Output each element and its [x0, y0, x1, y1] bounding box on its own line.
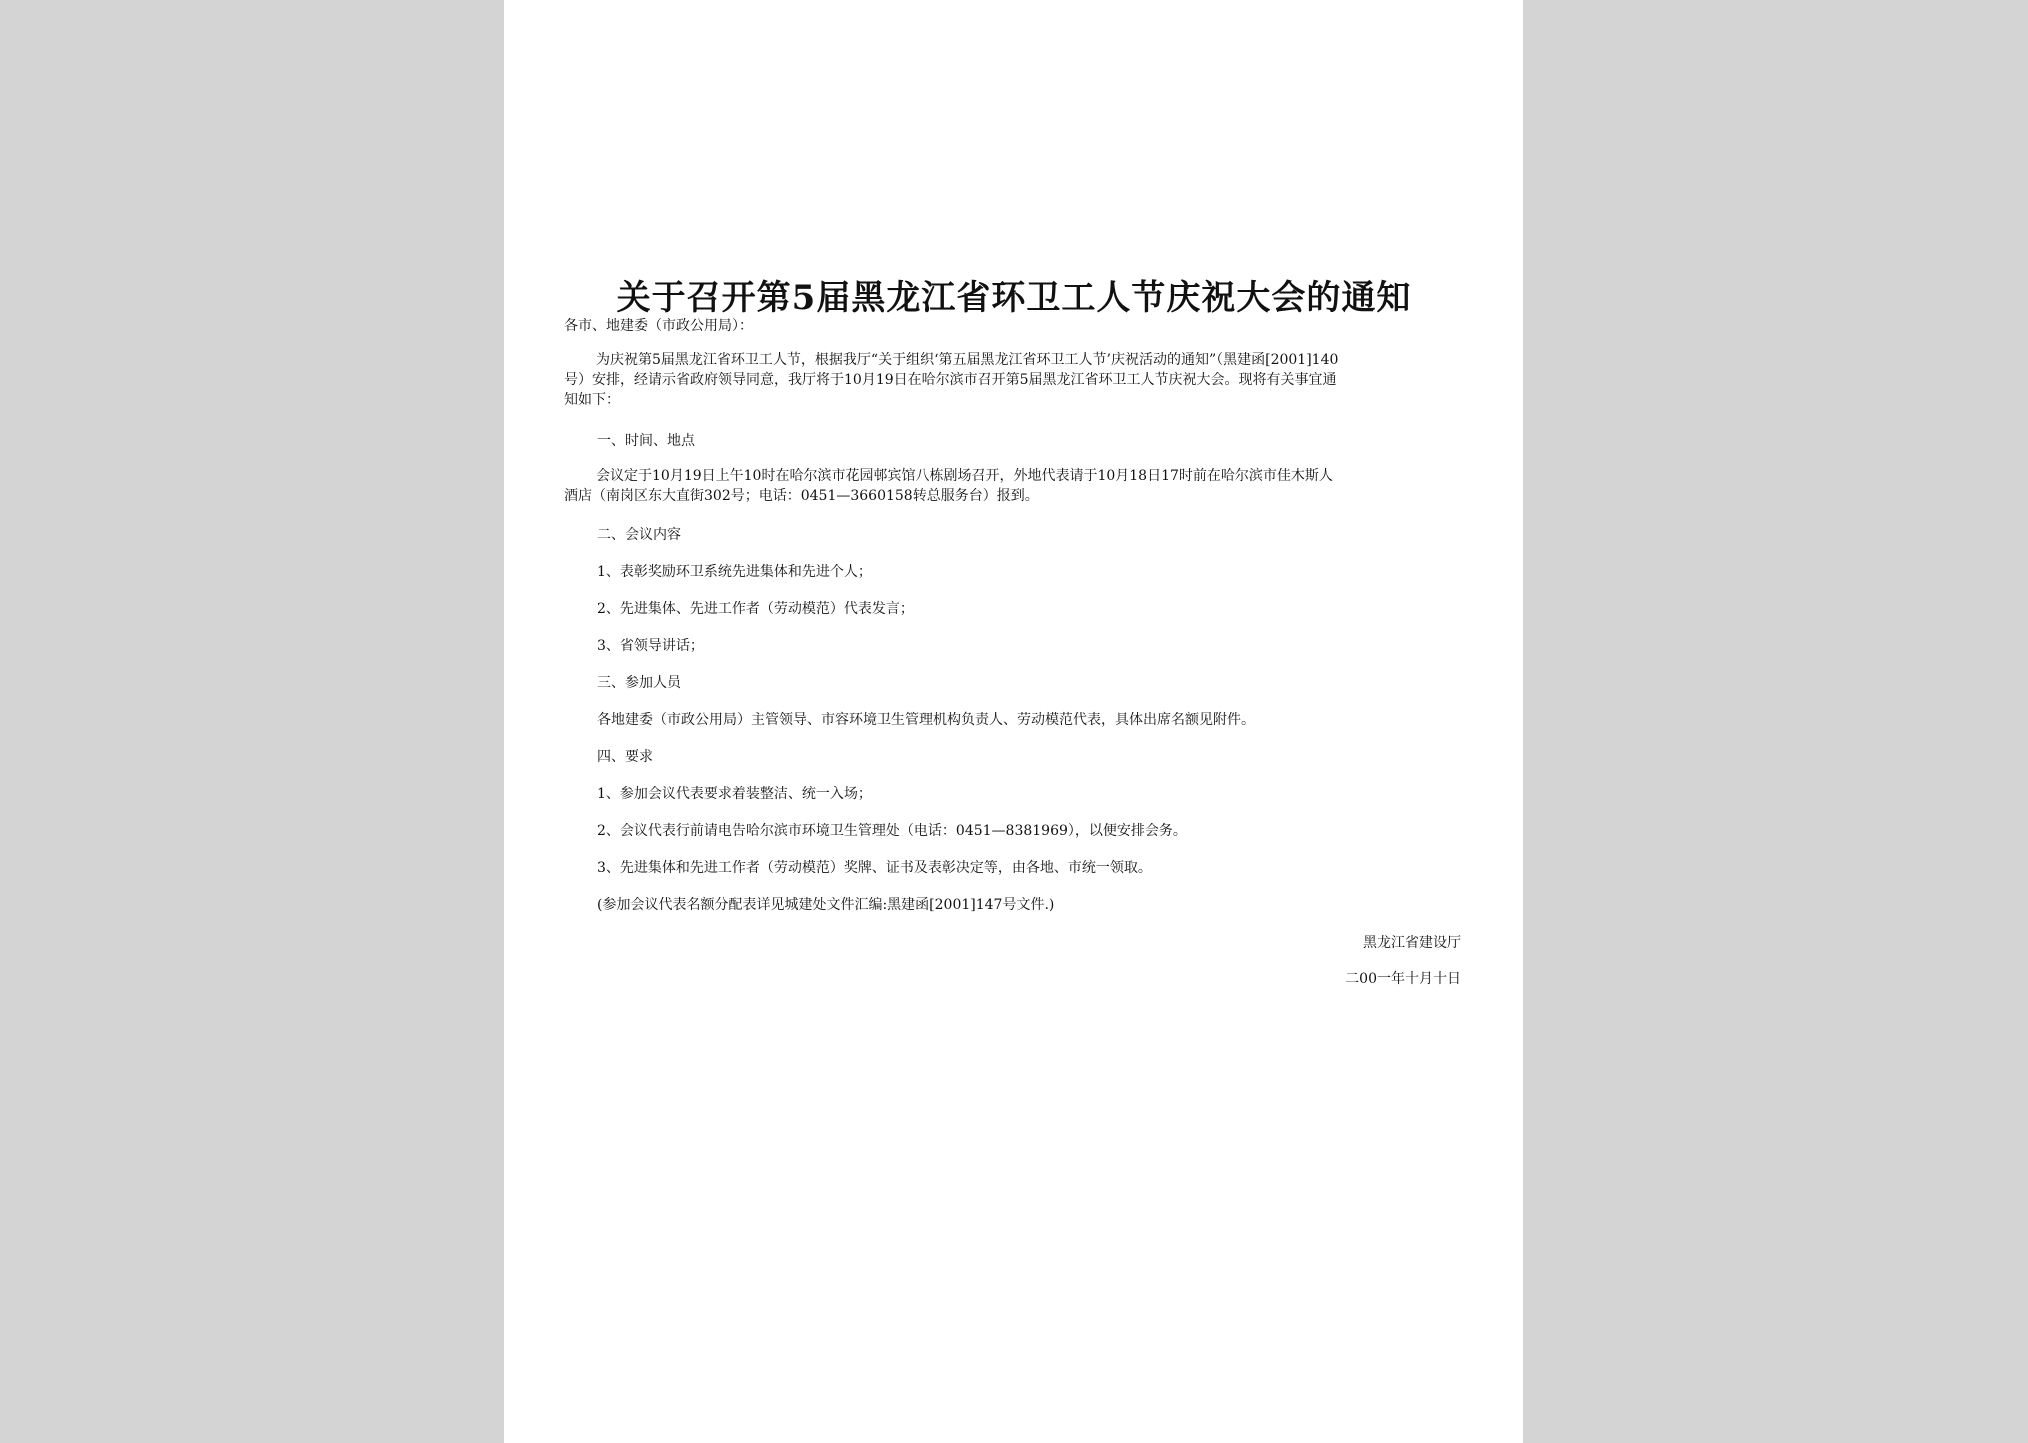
section3-text: 各地建委（市政公用局）主管领导、市容环境卫生管理机构负责人、劳动模范代表，具体出席名额见附件。: [597, 712, 1255, 728]
section2-heading: 二、会议内容: [597, 527, 681, 543]
document-title: 关于召开第5届黑龙江省环卫工人节庆祝大会的通知: [616, 278, 1412, 318]
intro-line: 为庆祝第5届黑龙江省环卫工人节，根据我厅“关于组织‘第五届黑龙江省环卫工人节’庆祝活动的通知”（黑建函[2001]140: [596, 352, 1339, 368]
section2-item: 1、表彰奖励环卫系统先进集体和先进个人；: [597, 564, 872, 580]
section4-item: 2、会议代表行前请电告哈尔滨市环境卫生管理处（电话：0451—8381969），以便安排会务。: [597, 823, 1187, 839]
intro-line: 知如下：: [564, 392, 620, 408]
issuer: 黑龙江省建设厅: [1363, 935, 1461, 951]
section1-heading: 一、时间、地点: [597, 433, 695, 449]
intro-line: 号）安排，经请示省政府领导同意，我厅将于10月19日在哈尔滨市召开第5届黑龙江省环卫工人节庆祝大会。现将有关事宜通: [564, 372, 1337, 388]
section1-line: 会议定于10月19日上午10时在哈尔滨市花园邨宾馆八栋剧场召开，外地代表请于10月18日17时前在哈尔滨市佳木斯人: [596, 468, 1333, 484]
section1-line: 酒店（南岗区东大直街302号；电话：0451—3660158转总服务台）报到。: [564, 488, 1039, 504]
section3-heading: 三、参加人员: [597, 675, 681, 691]
addressee: 各市、地建委（市政公用局）：: [564, 318, 753, 334]
section4-item: 1、参加会议代表要求着装整洁、统一入场；: [597, 786, 872, 802]
reference-note: (参加会议代表名额分配表详见城建处文件汇编:黑建函[2001]147号文件.): [597, 897, 1055, 913]
section2-item: 3、省领导讲话；: [597, 638, 704, 654]
section4-item: 3、先进集体和先进工作者（劳动模范）奖牌、证书及表彰决定等，由各地、市统一领取。: [597, 860, 1152, 876]
document-page: [504, 0, 1523, 1443]
section4-heading: 四、要求: [597, 749, 653, 765]
intro-paragraph: [564, 350, 1464, 410]
issue-date: 二00一年十月十日: [1345, 971, 1461, 987]
section2-item: 2、先进集体、先进工作者（劳动模范）代表发言；: [597, 601, 914, 617]
section1-paragraph: [564, 466, 1464, 506]
